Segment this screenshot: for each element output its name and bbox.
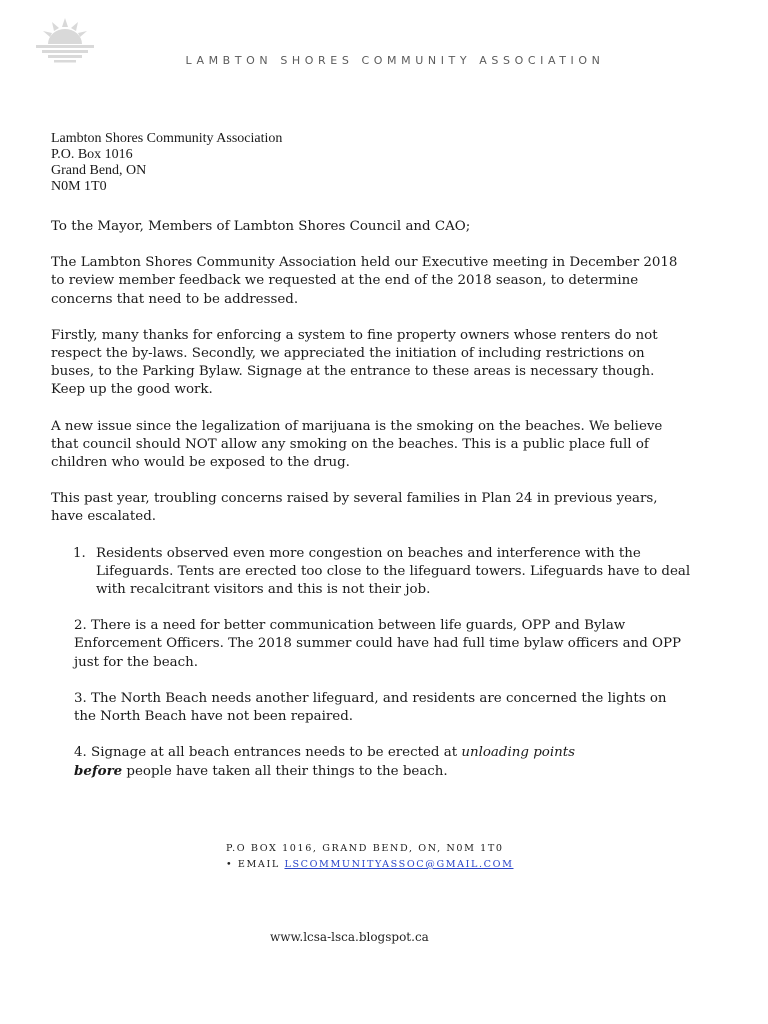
footer-contact — [226, 841, 514, 873]
emphasis-text: unloading points — [461, 745, 576, 761]
concerns-list — [51, 545, 691, 782]
list-item-text: Residents observed even more congestion on beaches and interference with the Lifeguards. Tents are erected too close to the lifeguard towers. Lifeguards have to deal with recalcitrant visitors and this is not their job. — [96, 545, 691, 598]
address-line: P.O. Box 1016 — [51, 147, 133, 162]
organization-header — [0, 54, 768, 67]
email-label: • EMAIL — [226, 859, 285, 870]
email-link[interactable]: LSCOMMUNITYASSOC@GMAIL.COM — [284, 859, 514, 870]
address-line: Lambton Shores Community Association — [51, 131, 283, 146]
letter-body — [51, 218, 691, 800]
salutation: To the Mayor, Members of Lambton Shores Council and CAO; — [51, 219, 471, 234]
footer-po-box: P.O BOX 1016, GRAND BEND, ON, N0M 1T0 — [226, 843, 504, 854]
list-item — [51, 744, 691, 781]
list-number: 1. — [73, 545, 86, 561]
list-item: 2. There is a need for better communication between life guards, OPP and Bylaw Enforcement Officers. The 2018 summer could have had full time bylaw officers and OPP just for the beach. — [74, 618, 682, 670]
paragraph: A new issue since the legalization of marijuana is the smoking on the beaches. We believe that council should NOT allow any smoking on the beaches. This is a public place full of children who would be exposed to the drug. — [51, 418, 663, 471]
list-item — [51, 545, 691, 600]
sender-address — [51, 131, 282, 195]
address-line: N0M 1T0 — [51, 179, 107, 194]
paragraph: The Lambton Shores Community Association held our Executive meeting in December 2018 to review member feedback we requested at the end of the 2018 season, to determine concerns that need to be addressed. — [51, 255, 678, 307]
paragraph: This past year, troubling concerns raised by several families in Plan 24 in previous years, have escalated. — [51, 491, 658, 525]
organization-name: LAMBTON SHORES COMMUNITY ASSOCIATION — [185, 54, 605, 67]
list-item: 3. The North Beach needs another lifeguard, and residents are concerned the lights on the North Beach have not been repaired. — [74, 690, 667, 725]
list-item-text: 4. Signage at all beach entrances needs to be erected at — [74, 745, 462, 761]
list-item-text: people have taken all their things to the beach. — [122, 764, 448, 780]
bold-emphasis-text: before — [74, 763, 123, 780]
footer-email-line — [226, 857, 514, 873]
address-line: Grand Bend, ON — [51, 163, 147, 178]
website-url: www.lcsa-lsca.blogspot.ca — [270, 930, 429, 944]
paragraph: Firstly, many thanks for enforcing a system to fine property owners whose renters do not respect the by-laws. Secondly, we appreciated the initiation of including restrictions on buses, to the Parking Bylaw. Signage at the entrance to these areas is necessary though. Keep up the good work. — [51, 327, 658, 398]
